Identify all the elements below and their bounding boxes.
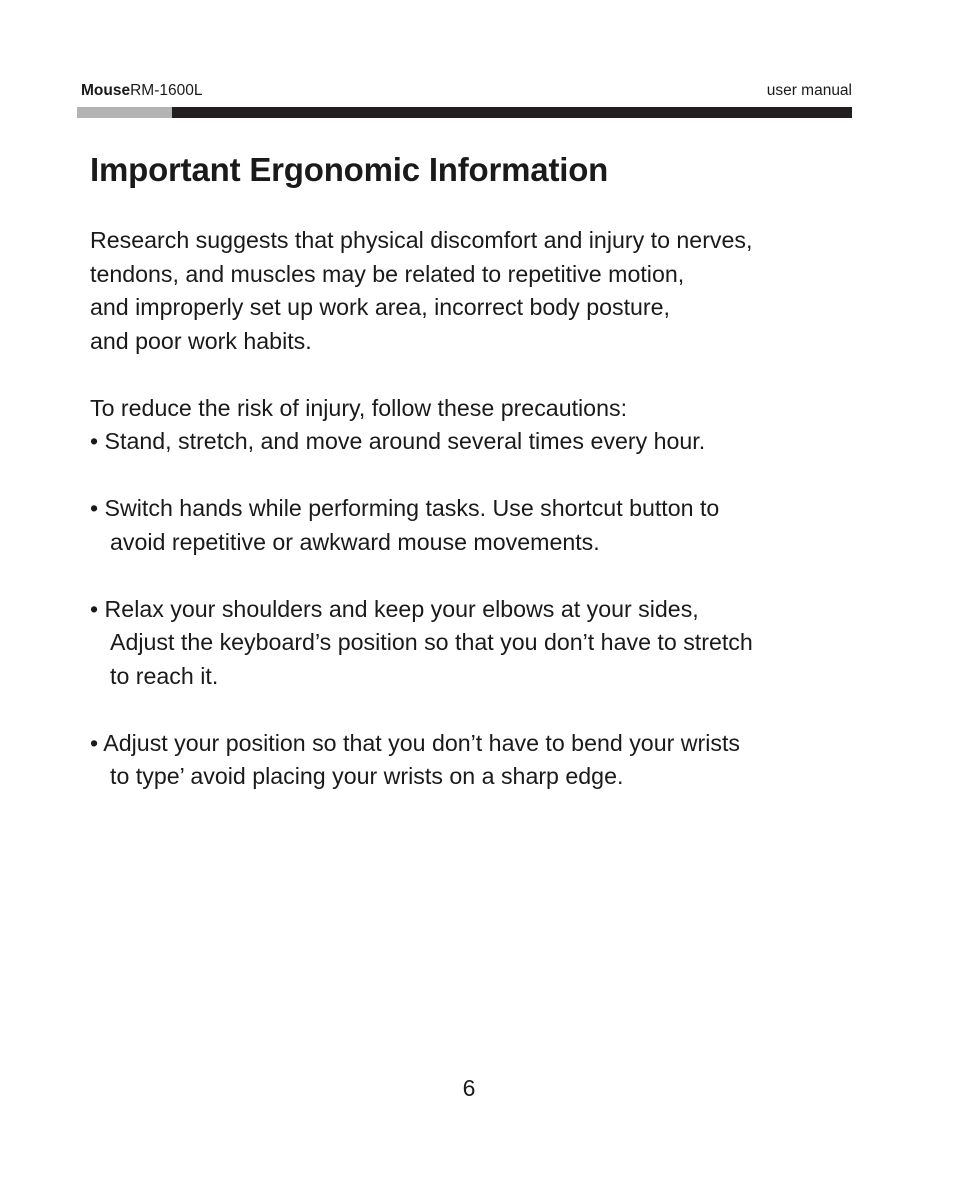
precaution-item bbox=[90, 593, 870, 694]
header-product-name bbox=[81, 80, 202, 102]
precaution-line: to type’ avoid placing your wrists on a sharp edge. bbox=[110, 763, 624, 789]
precaution-line: avoid repetitive or awkward mouse movements. bbox=[110, 528, 600, 555]
precaution-item bbox=[90, 492, 870, 559]
header-rule-gray-segment bbox=[77, 107, 172, 118]
header-brand: Mouse bbox=[81, 82, 131, 99]
header-rule bbox=[77, 107, 852, 118]
paragraph-spacer bbox=[90, 459, 870, 493]
intro-line: Research suggests that physical discomfort and injury to nerves, bbox=[90, 227, 753, 253]
paragraph-spacer bbox=[90, 693, 870, 727]
precaution-item bbox=[90, 425, 870, 459]
paragraph-spacer bbox=[90, 559, 870, 593]
intro-line: and poor work habits. bbox=[90, 327, 312, 354]
paragraph-spacer bbox=[90, 358, 870, 392]
precaution-line: • Stand, stretch, and move around several times every hour. bbox=[90, 428, 706, 454]
header-rule-black-segment bbox=[172, 107, 852, 118]
precaution-line: • Adjust your position so that you don’t have to bend your wrists bbox=[90, 729, 741, 756]
page-number: 6 bbox=[462, 1075, 476, 1101]
intro-line: tendons, and muscles may be related to repetitive motion, bbox=[90, 260, 685, 287]
precaution-line: • Switch hands while performing tasks. Use shortcut button to bbox=[90, 495, 720, 521]
precaution-item bbox=[90, 727, 870, 794]
intro-paragraph bbox=[90, 224, 870, 358]
page-header bbox=[81, 80, 852, 102]
header-doc-type: user manual bbox=[766, 82, 852, 99]
precaution-line: to reach it. bbox=[110, 662, 219, 689]
body-text bbox=[90, 224, 870, 794]
page-title: Important Ergonomic Information bbox=[90, 151, 609, 188]
precaution-line: Adjust the keyboard’s position so that you don’t have to stretch bbox=[110, 629, 753, 655]
precautions-lead: To reduce the risk of injury, follow these precautions: bbox=[90, 394, 628, 421]
intro-line: and improperly set up work area, incorrect body posture, bbox=[90, 294, 670, 320]
precaution-line: • Relax your shoulders and keep your elbows at your sides, bbox=[90, 595, 699, 622]
header-model: RM-1600L bbox=[130, 82, 203, 99]
